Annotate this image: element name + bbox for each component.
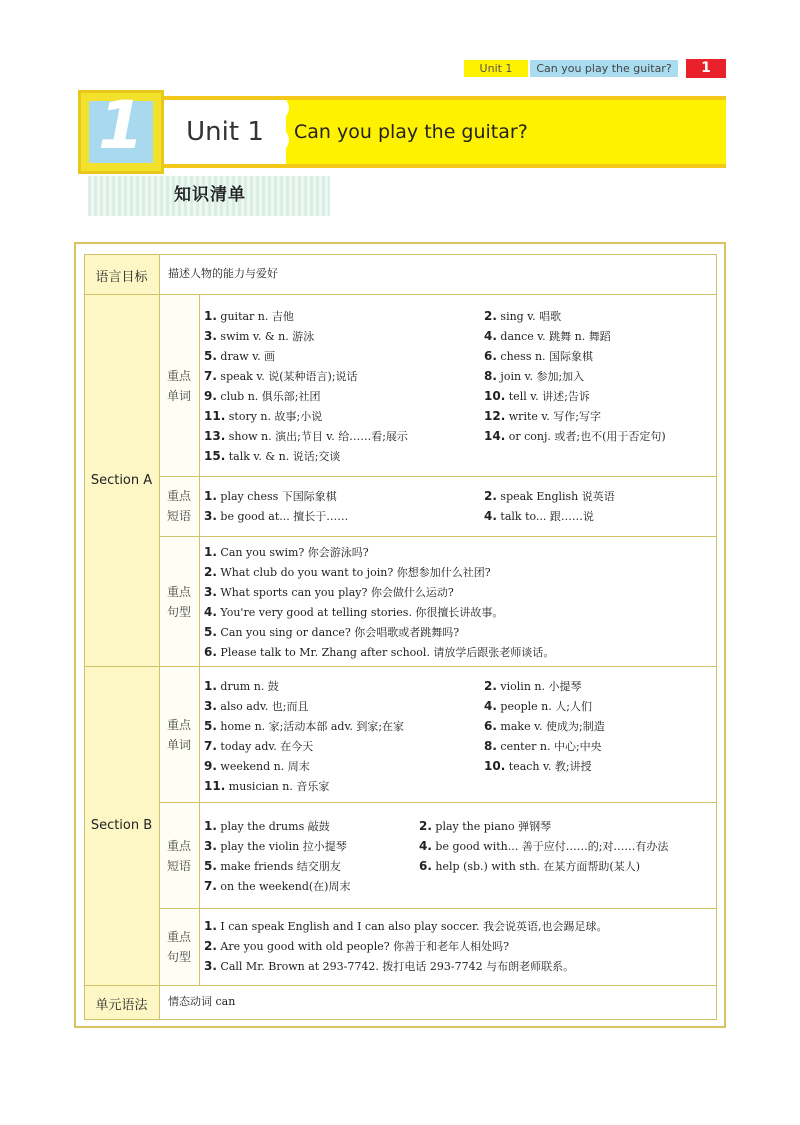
sa-sentence-item [204, 642, 554, 663]
sa-word-item-text: or conj. 或者;也不(用于否定句) [508, 430, 666, 443]
unit-number: 1 [98, 87, 144, 164]
sb-sentence-item-number: 1. [204, 919, 217, 933]
sb-word-item-number: 10. [484, 759, 506, 773]
sb-sentence-item [204, 956, 574, 977]
sb-word-item-text: violin n. 小提琴 [500, 680, 582, 693]
sb-phrases-label: 重点 短语 [166, 839, 191, 873]
grammar-label: 单元语法 [95, 998, 148, 1013]
sb-word-item [204, 676, 279, 697]
sa-phrase-item [484, 506, 594, 527]
section-a-label: Section A [90, 473, 153, 488]
sa-phrase-item-number: 1. [204, 489, 217, 503]
sb-phrase-item [419, 836, 668, 857]
sb-sentence-item [204, 936, 509, 957]
sb-sentence-item-text: I can speak English and I can also play soccer. 我会说英语,也会踢足球。 [220, 920, 608, 933]
sa-word-item-number: 9. [204, 389, 217, 403]
sb-phrase-item-number: 3. [204, 839, 217, 853]
sa-word-item-text: club n. 俱乐部;社团 [220, 390, 321, 403]
sb-phrase-item [204, 876, 350, 897]
sa-word-item-number: 2. [484, 309, 497, 323]
sa-word-item-number: 11. [204, 409, 226, 423]
sa-word-item [204, 366, 358, 387]
sb-word-item [204, 736, 313, 757]
sa-word-item-text: tell v. 讲述;告诉 [508, 390, 590, 403]
sb-word-item-text: center n. 中心;中央 [500, 740, 602, 753]
sb-word-item-number: 9. [204, 759, 217, 773]
sa-sentences-label: 重点 句型 [166, 585, 191, 619]
sa-sentence-item-number: 2. [204, 565, 217, 579]
sa-word-item-number: 12. [484, 409, 506, 423]
sb-phrase-item-text: on the weekend(在)周末 [220, 880, 351, 893]
sb-phrase-item-text: play the violin 拉小提琴 [220, 840, 347, 853]
sa-word-item-number: 3. [204, 329, 217, 343]
sb-phrase-item-text: help (sb.) with sth. 在某方面帮助(某人) [435, 860, 640, 873]
sb-phrase-item [419, 856, 640, 877]
sa-word-item [204, 406, 322, 427]
sa-sentence-item-number: 6. [204, 645, 217, 659]
sb-word-item-text: home n. 家;活动本部 adv. 到家;在家 [220, 720, 405, 733]
sa-phrase-item-text: speak English 说英语 [500, 490, 615, 503]
sa-phrase-item-text: play chess 下国际象棋 [220, 490, 337, 503]
sb-sentence-item [204, 916, 608, 937]
sa-word-item-number: 8. [484, 369, 497, 383]
sa-word-item-number: 7. [204, 369, 217, 383]
sb-word-item-number: 4. [484, 699, 497, 713]
wave-edge-icon [278, 100, 292, 164]
sb-phrase-item-number: 1. [204, 819, 217, 833]
sa-phrase-item-number: 4. [484, 509, 497, 523]
sa-word-item-text: dance v. 跳舞 n. 舞蹈 [500, 330, 611, 343]
sb-words-label: 重点 单词 [166, 718, 191, 752]
sa-word-item [484, 406, 601, 427]
sa-word-item-text: talk v. & n. 说话;交谈 [228, 450, 341, 463]
sb-phrase-item-text: make friends 结交朋友 [220, 860, 341, 873]
sa-word-item [484, 366, 584, 387]
sa-word-item [484, 306, 561, 327]
sb-sentence-item-text: Are you good with old people? 你善于和老年人相处吗? [220, 940, 510, 953]
sa-phrase-item [204, 506, 348, 527]
sa-sentence-item [204, 582, 454, 603]
sb-phrase-item [204, 816, 330, 837]
sa-word-item [204, 306, 294, 327]
sb-word-item [484, 676, 581, 697]
grammar-text: 情态动词 can [168, 995, 236, 1008]
header-unit-title: Can you play the guitar? [530, 60, 678, 77]
sa-word-item [484, 426, 666, 447]
sb-word-item-number: 6. [484, 719, 497, 733]
sa-word-item-number: 6. [484, 349, 497, 363]
sb-word-item [204, 696, 308, 717]
sa-sentence-item-text: What club do you want to join? 你想参加什么社团? [220, 566, 491, 579]
sa-word-item-text: guitar n. 吉他 [220, 310, 294, 323]
section-label: 知识清单 [174, 185, 246, 205]
sb-word-item-number: 7. [204, 739, 217, 753]
sb-phrase-item-text: play the drums 敲鼓 [220, 820, 330, 833]
sb-word-item [204, 776, 329, 797]
sb-word-item [484, 696, 592, 717]
sb-word-item-number: 1. [204, 679, 217, 693]
sa-word-item-text: draw v. 画 [220, 350, 276, 363]
sb-word-item [204, 716, 404, 737]
sa-phrase-item-number: 3. [204, 509, 217, 523]
sa-word-item-text: write v. 写作;写字 [508, 410, 601, 423]
sb-sentences-label: 重点 句型 [166, 930, 191, 964]
sb-word-item [484, 716, 605, 737]
sa-phrase-item [204, 486, 337, 507]
sb-word-item-text: drum n. 鼓 [220, 680, 279, 693]
sa-sentence-item-text: Please talk to Mr. Zhang after school. 请放学后跟张老师谈话。 [220, 646, 555, 659]
goal-label: 语言目标 [95, 270, 148, 285]
sa-sentence-item-number: 4. [204, 605, 217, 619]
sb-word-item-number: 3. [204, 699, 217, 713]
sa-sentence-item [204, 622, 459, 643]
sa-word-item-text: show n. 演出;节目 v. 给……看;展示 [228, 430, 408, 443]
sa-phrases-label: 重点 短语 [166, 489, 191, 523]
sa-phrase-item-text: talk to... 跟……说 [500, 510, 594, 523]
sa-word-item-number: 10. [484, 389, 506, 403]
sa-word-item-text: sing v. 唱歌 [500, 310, 562, 323]
sb-word-item-text: musician n. 音乐家 [228, 780, 330, 793]
sa-word-item-number: 4. [484, 329, 497, 343]
sa-word-item [484, 386, 590, 407]
sb-word-item-number: 2. [484, 679, 497, 693]
sa-sentence-item-text: What sports can you play? 你会做什么运动? [220, 586, 454, 599]
sa-word-item-number: 14. [484, 429, 506, 443]
sb-sentence-item-text: Call Mr. Brown at 293-7742. 拨打电话 293-7742 与布朗老师联系。 [220, 960, 575, 973]
sb-word-item [484, 756, 592, 777]
sb-word-item-number: 11. [204, 779, 226, 793]
sb-phrase-item-text: be good with... 善于应付……的;对……有办法 [435, 840, 669, 853]
sa-sentence-item-text: You're very good at telling stories. 你很擅长讲故事。 [220, 606, 504, 619]
sa-words-label: 重点 单词 [166, 369, 191, 403]
sa-sentence-item-number: 1. [204, 545, 217, 559]
sa-word-item [484, 326, 611, 347]
sa-word-item-number: 1. [204, 309, 217, 323]
header-unit-label: Unit 1 [464, 60, 528, 77]
unit-title: Can you play the guitar? [294, 121, 528, 143]
unit-label: Unit 1 [164, 100, 286, 164]
sa-sentence-item [204, 602, 503, 623]
sa-word-item-text: swim v. & n. 游泳 [220, 330, 315, 343]
sb-phrase-item [204, 836, 347, 857]
sb-word-item-text: weekend n. 周末 [220, 760, 310, 773]
sa-word-item-text: join v. 参加;加入 [500, 370, 585, 383]
sb-word-item-text: people n. 人;人们 [500, 700, 592, 713]
sa-sentence-item-number: 3. [204, 585, 217, 599]
sb-phrase-item-number: 6. [419, 859, 432, 873]
sa-word-item-number: 15. [204, 449, 226, 463]
sa-phrase-item [484, 486, 615, 507]
sa-word-item-text: chess n. 国际象棋 [500, 350, 594, 363]
sb-sentence-item-number: 3. [204, 959, 217, 973]
sb-phrase-item-text: play the piano 弹钢琴 [435, 820, 552, 833]
sa-sentence-item-text: Can you sing or dance? 你会唱歌或者跳舞吗? [220, 626, 460, 639]
sb-word-item-number: 5. [204, 719, 217, 733]
sa-sentence-item [204, 542, 369, 563]
sb-word-item-number: 8. [484, 739, 497, 753]
label-column [84, 254, 159, 1019]
sb-word-item [204, 756, 310, 777]
sb-phrase-item [419, 816, 551, 837]
sa-word-item [204, 326, 314, 347]
sb-word-item-text: today adv. 在今天 [220, 740, 314, 753]
sb-phrase-item-number: 4. [419, 839, 432, 853]
sa-sentence-item [204, 562, 491, 583]
unit-number-badge [78, 87, 164, 174]
sa-word-item [204, 346, 275, 367]
sb-phrase-item-number: 7. [204, 879, 217, 893]
sb-phrase-item [204, 856, 341, 877]
sb-word-item-text: teach v. 教;讲授 [508, 760, 592, 773]
sb-word-item [484, 736, 602, 757]
sa-phrase-item-number: 2. [484, 489, 497, 503]
sb-phrase-item-number: 5. [204, 859, 217, 873]
sa-word-item-text: story n. 故事;小说 [228, 410, 323, 423]
sb-sentence-item-number: 2. [204, 939, 217, 953]
sb-word-item-text: make v. 使成为;制造 [500, 720, 605, 733]
sa-sentence-item-number: 5. [204, 625, 217, 639]
sb-word-item-text: also adv. 也;而且 [220, 700, 309, 713]
sb-phrase-item-number: 2. [419, 819, 432, 833]
sa-word-item-number: 5. [204, 349, 217, 363]
sa-word-item [204, 386, 321, 407]
sa-word-item-text: speak v. 说(某种语言);说话 [220, 370, 358, 383]
sa-word-item-number: 13. [204, 429, 226, 443]
sa-phrase-item-text: be good at... 擅长于…… [220, 510, 349, 523]
page-number: 1 [686, 59, 726, 78]
sa-word-item [204, 446, 340, 467]
section-b-label: Section B [90, 818, 153, 833]
sa-word-item [484, 346, 593, 367]
goal-text: 描述人物的能力与爱好 [168, 267, 278, 280]
sa-sentence-item-text: Can you swim? 你会游泳吗? [220, 546, 369, 559]
sa-word-item [204, 426, 408, 447]
